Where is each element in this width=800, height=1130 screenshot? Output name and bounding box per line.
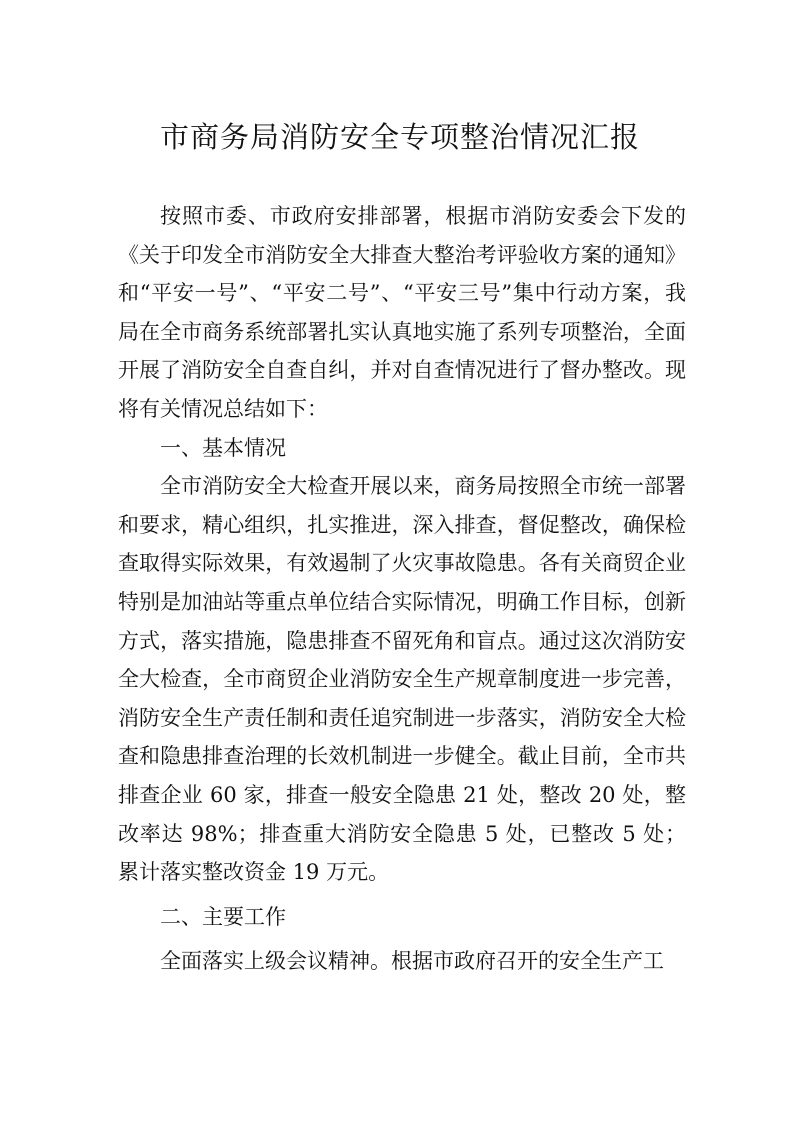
main-work-paragraph: 全面落实上级会议精神。根据市政府召开的安全生产工 (160, 949, 664, 974)
section-heading-main-work: 二、主要工作 (160, 904, 286, 929)
intro-paragraph: 按照市委、市政府安排部署，根据市消防安委会下发的《关于印发全市消防安全大排查大整治考评验收方案的通知》和“平安一号”、“平安二号”、“平安三号”集中行动方案，我局在全市商务系统部署扎实认真地实施了系列专项整治，全面开展了消防安全自查自纠，并对自查情况进行了督办整改。现将有关情况总结如下： (118, 204, 686, 421)
document-title: 市商务局消防安全专项整治情况汇报 (159, 120, 640, 155)
document-body (118, 197, 686, 981)
section-heading-basic: 一、基本情况 (160, 435, 286, 460)
basic-situation-paragraph: 全市消防安全大检查开展以来，商务局按照全市统一部署和要求，精心组织，扎实推进，深入排查，督促整改，确保检查取得实际效果，有效遏制了火灾事故隐患。各有关商贸企业特别是加油站等重点单位结合实际情况，明确工作目标，创新方式，落实措施，隐患排查不留死角和盲点。通过这次消防安全大检查，全市商贸企业消防安全生产规章制度进一步完善，消防安全生产责任制和责任追究制进一步落实，消防安全大检查和隐患排查治理的长效机制进一步健全。截止目前，全市共排查企业 60 家，排查一般安全隐患 21 处，整改 20 处，整改率达 98%；排查重大消防安全隐患 5 处，已整改 5 处；累计落实整改资金 19 万元。 (118, 474, 686, 885)
